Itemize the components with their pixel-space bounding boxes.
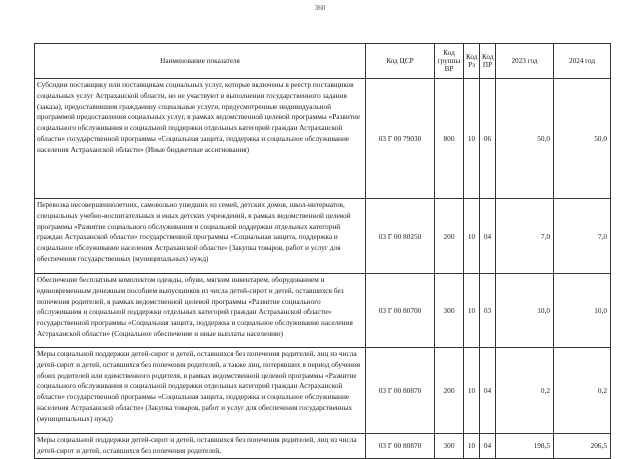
row-vr: 300 <box>435 274 464 348</box>
table-row <box>35 348 611 434</box>
row-2024: 0,2 <box>554 348 611 434</box>
row-csr: 03 Г 00 79030 <box>366 79 435 199</box>
header-vr: Код группы ВР <box>435 44 464 79</box>
row-vr: 300 <box>435 434 464 459</box>
row-pr: 06 <box>480 79 496 199</box>
row-2024: 7,0 <box>554 199 611 274</box>
row-pr: 04 <box>480 348 496 434</box>
row-csr: 03 Г 00 80870 <box>366 348 435 434</box>
row-2023: 10,0 <box>496 274 554 348</box>
row-2023: 7,0 <box>496 199 554 274</box>
header-row <box>35 44 611 79</box>
row-vr: 800 <box>435 79 464 199</box>
row-name: Субсидии поставщику или поставщикам социальных услуг, которые включены в реестр поставщиков социальных услуг Астраханской области, но не участвуют в выполнении государственного задания (заказа), предоставившим гражданину социальные услуги, предусмотренные индивидуальной программой предоставления социальных услуг, в рамках ведомственной целевой программы «Развитие социального обслуживания и социальной поддержки отдельных категорий граждан Астраханской области» государственной программы «Социальная защита, поддержка и социальное обслуживание населения Астраханской области» (Иные бюджетные ассигнования) <box>35 79 366 199</box>
table-body <box>35 79 611 459</box>
row-name: Обеспечение бесплатным комплектом одежды, обуви, мягким инвентарем, оборудованием и единовременным денежным пособием выпускников из числа детей-сирот и детей, оставшихся без попечения родителей, в рамках ведомственной целевой программы «Развитие социального обслуживания и социальной поддержки отдельных категорий граждан Астраханской области» государственной программы «Социальная защита, поддержка и социальное обслуживание населения Астраханской области» (Социальное обеспечение и иные выплаты населению) <box>35 274 366 348</box>
header-rz: Код Рз <box>464 44 480 79</box>
row-2023: 0,2 <box>496 348 554 434</box>
row-csr: 03 Г 00 80870 <box>366 434 435 459</box>
row-rz: 10 <box>464 434 480 459</box>
table-row <box>35 79 611 199</box>
table-row <box>35 274 611 348</box>
row-pr: 04 <box>480 434 496 459</box>
row-2023: 50,0 <box>496 79 554 199</box>
row-name: Меры социальной поддержки детей-сирот и детей, оставшихся без попечения родителей, лиц из числа детей-сирот и детей, оставшихся без попечения родителей, а также лиц, потерявших в период обучения обоих родителей или единственного родителя, в рамках ведомственной целевой программы «Развитие социального обслуживания и социальной поддержки отдельных категорий граждан Астраханской области» государственной программы «Социальная защита, поддержка и социальное обслуживание населения Астраханской области» (Закупка товаров, работ и услуг для обеспечения государственных (муниципальных) нужд) <box>35 348 366 434</box>
row-2024: 50,0 <box>554 79 611 199</box>
row-2024: 206,5 <box>554 434 611 459</box>
header-csr: Код ЦСР <box>366 44 435 79</box>
row-csr: 03 Г 00 80700 <box>366 274 435 348</box>
budget-table <box>34 43 611 459</box>
row-rz: 10 <box>464 274 480 348</box>
row-2024: 10,0 <box>554 274 611 348</box>
header-2024: 2024 год <box>554 44 611 79</box>
table-row <box>35 434 611 459</box>
page-number: 360 <box>314 4 326 12</box>
header-name: Наименование показателя <box>35 44 366 79</box>
row-rz: 10 <box>464 348 480 434</box>
row-vr: 200 <box>435 199 464 274</box>
row-name: Перевозка несовершеннолетних, самовольно ушедших из семей, детских домов, школ-интернатов, специальных учебно-воспитательных и иных детских учреждений, в рамках ведомственной целевой программы «Развитие социального обслуживания и социальной поддержки отдельных категорий граждан Астраханской области» государственной программы «Социальная защита, поддержка и социальное обслуживание населения Астраханской области» (Закупка товаров, работ и услуг для обеспечения государственных (муниципальных) нужд) <box>35 199 366 274</box>
header-2023: 2023 год <box>496 44 554 79</box>
header-pr: Код ПР <box>480 44 496 79</box>
row-vr: 200 <box>435 348 464 434</box>
row-rz: 10 <box>464 79 480 199</box>
row-2023: 198,5 <box>496 434 554 459</box>
row-rz: 10 <box>464 199 480 274</box>
row-csr: 03 Г 00 80250 <box>366 199 435 274</box>
table-row <box>35 199 611 274</box>
row-name: Меры социальной поддержки детей-сирот и детей, оставшихся без попечения родителей, лиц из числа детей-сирот и детей, оставшихся без попечения родителей, <box>35 434 366 459</box>
table-header <box>35 44 611 79</box>
row-pr: 03 <box>480 274 496 348</box>
row-pr: 04 <box>480 199 496 274</box>
